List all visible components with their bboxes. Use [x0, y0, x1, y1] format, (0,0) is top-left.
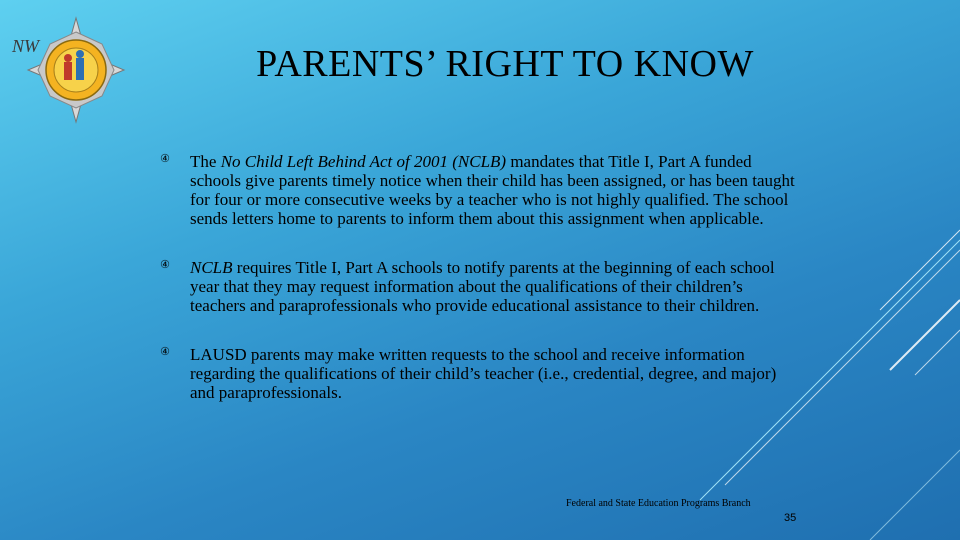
bullet-text-run: requires Title I, Part A schools to notify parents at the beginning of each school year that they may request information about the qualifications of their children’s teachers and paraprofessionals who provide educational assistance to their children. — [190, 258, 775, 315]
page-number: 35 — [784, 512, 797, 524]
logo-text: NW — [12, 36, 39, 56]
footer-text: Federal and State Education Programs Branch — [566, 498, 751, 509]
bullet-text — [190, 258, 800, 315]
bullet-marker-icon: ④ — [160, 345, 170, 358]
bullet-item — [160, 258, 800, 315]
bullet-item — [160, 345, 800, 402]
bullet-text — [190, 152, 800, 228]
bullet-text — [190, 345, 800, 402]
slide-title: PARENTS’ RIGHT TO KNOW — [256, 43, 754, 85]
district-logo — [6, 14, 128, 126]
bullet-list — [160, 152, 800, 432]
bullet-text-run: LAUSD parents may make written requests to the school and receive information regarding the qualifications of their child’s teacher (i.e., credential, degree, and major) and paraprofessionals. — [190, 345, 777, 402]
bullet-text-run: The — [190, 152, 221, 171]
bullet-marker-icon: ④ — [160, 152, 170, 165]
school-district-seal-icon — [6, 14, 128, 126]
bullet-item — [160, 152, 800, 228]
bullet-text-italic: NCLB — [190, 258, 233, 277]
bullet-marker-icon: ④ — [160, 258, 170, 271]
bullet-text-run: mandates that Title I, Part A funded schools give parents timely notice when their child has been assigned, or has been taught for four or more consecutive weeks by a teacher who is not highly qualified. The school sends letters home to parents to inform them about this assignment when applicable. — [190, 152, 795, 228]
bullet-text-italic: No Child Left Behind Act of 2001 (NCLB) — [220, 152, 507, 171]
